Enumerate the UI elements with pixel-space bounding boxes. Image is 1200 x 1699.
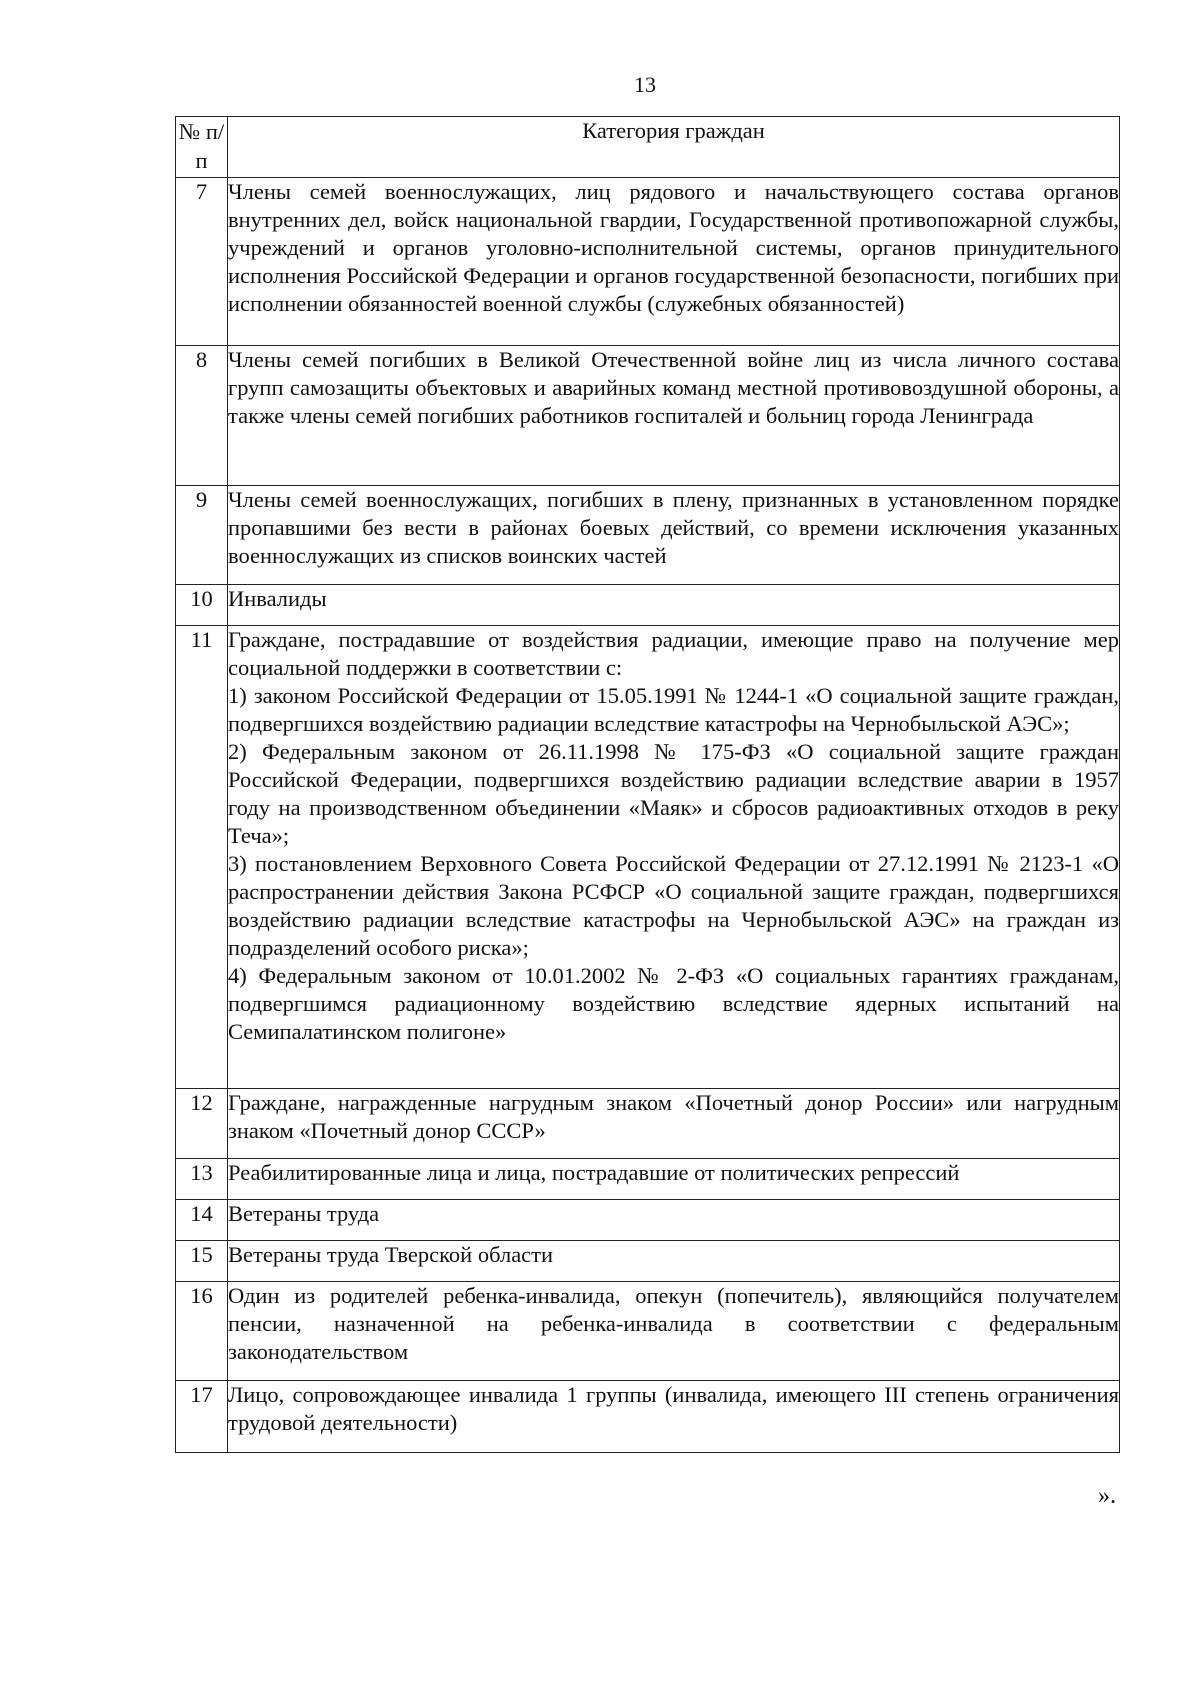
row-text: Члены семей военнослужащих, погибших в плену, признанных в установленном порядке пропавшими без вести в районах боевых действий, со времени исключения указанных военнослужащих из списков воинских частей [228, 487, 1119, 568]
row-category [228, 626, 1120, 1089]
row-text: Один из родителей ребенка-инвалида, опекун (попечитель), являющийся получателем пенсии, назначенной на ребенка-инвалида в соответствии с федеральным законодательством [228, 1283, 1119, 1364]
closing-quote-mark: ». [1098, 1483, 1116, 1509]
table-row [176, 1200, 1120, 1241]
row-category [228, 585, 1120, 626]
row-number: 12 [176, 1089, 228, 1159]
row-number: 17 [176, 1381, 228, 1453]
table-row [176, 1089, 1120, 1159]
table-row [176, 1159, 1120, 1200]
row-number: 14 [176, 1200, 228, 1241]
table-row [176, 1381, 1120, 1453]
row-text: Граждане, награжденные нагрудным знаком «Почетный донор России» или нагрудным знаком «Почетный донор СССР» [228, 1090, 1119, 1143]
table-row [176, 1241, 1120, 1282]
row-number: 11 [176, 626, 228, 1089]
row-text-item-3: 3) постановлением Верховного Совета Российской Федерации от 27.12.1991 № 2123-1 «О распространении действия Закона РСФСР «О социальной защите граждан, подвергшихся воздействию радиации вследствие катастрофы на Чернобыльской АЭС» на граждан из подразделений особого риска»; [228, 851, 1119, 960]
table-row [176, 346, 1120, 486]
row-text: Реабилитированные лица и лица, пострадавшие от политических репрессий [228, 1160, 960, 1185]
citizen-category-table [175, 116, 1120, 1453]
table-row [176, 486, 1120, 585]
row-text: Ветераны труда [228, 1201, 380, 1226]
row-text: Инвалиды [228, 586, 327, 611]
row-category [228, 346, 1120, 486]
row-category [228, 1241, 1120, 1282]
row-number: 9 [176, 486, 228, 585]
row-category [228, 1089, 1120, 1159]
row-category [228, 1159, 1120, 1200]
row-number: 15 [176, 1241, 228, 1282]
page-number: 13 [634, 72, 656, 97]
row-category [228, 1282, 1120, 1381]
table-header-row [176, 117, 1120, 178]
row-text-item-4: 4) Федеральным законом от 10.01.2002 № 2-ФЗ «О социальных гарантиях гражданам, подвергшимся радиационному воздействию вследствие ядерных испытаний на Семипалатинском полигоне» [228, 963, 1119, 1044]
row-text: Ветераны труда Тверской области [228, 1242, 554, 1267]
table-row [176, 1282, 1120, 1381]
row-number: 13 [176, 1159, 228, 1200]
row-text: Члены семей погибших в Великой Отечественной войне лиц из числа личного состава групп самозащиты объектовых и аварийных команд местной противовоздушной обороны, а также члены семей погибших работников госпиталей и больниц города Ленинграда [228, 347, 1119, 428]
row-number: 7 [176, 178, 228, 346]
row-text: Граждане, пострадавшие от воздействия радиации, имеющие право на получение мер социальной поддержки в соответствии с: [228, 627, 1119, 680]
row-text-item-1: 1) законом Российской Федерации от 15.05.1991 № 1244-1 «О социальной защите граждан, подвергшихся воздействию радиации вследствие катастрофы на Чернобыльской АЭС»; [228, 683, 1119, 736]
row-category [228, 1200, 1120, 1241]
table-row [176, 585, 1120, 626]
row-number: 8 [176, 346, 228, 486]
table-row [176, 178, 1120, 346]
row-number: 16 [176, 1282, 228, 1381]
row-number: 10 [176, 585, 228, 626]
table-row [176, 626, 1120, 1089]
header-category: Категория граждан [228, 117, 1120, 178]
row-category [228, 178, 1120, 346]
row-category [228, 1381, 1120, 1453]
header-number: № п/п [176, 117, 228, 178]
row-text: Члены семей военнослужащих, лиц рядового и начальствующего состава органов внутренних дел, войск национальной гвардии, Государственной противопожарной службы, учреждений и органов уголовно-исполнительной системы, органов принудительного исполнения Российской Федерации и органов государственной безопасности, погибших при исполнении обязанностей военной службы (служебных обязанностей) [228, 179, 1119, 316]
row-text: Лицо, сопровождающее инвалида 1 группы (инвалида, имеющего III степень ограничения трудовой деятельности) [228, 1382, 1119, 1435]
row-text-item-2: 2) Федеральным законом от 26.11.1998 № 175-ФЗ «О социальной защите граждан Российской Федерации, подвергшихся воздействию радиации вследствие аварии в 1957 году на производственном объединении «Маяк» и сбросов радиоактивных отходов в реку Теча»; [228, 739, 1119, 848]
row-category [228, 486, 1120, 585]
